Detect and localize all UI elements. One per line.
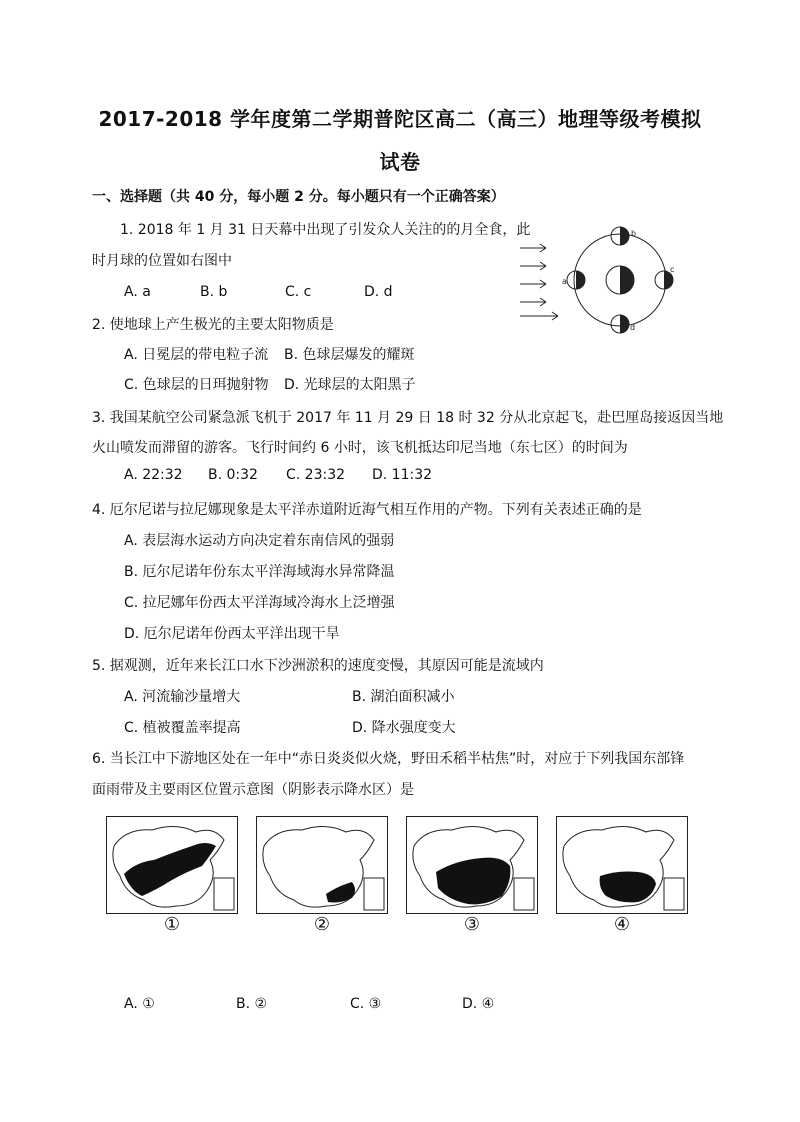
- q1-option-c: C. c: [285, 284, 312, 300]
- map-label-1: ①: [163, 914, 181, 935]
- section-heading: 一、选择题（共 40 分，每小题 2 分。每小题只有一个正确答案）: [92, 189, 505, 205]
- q6-option-c: C. ③: [350, 996, 382, 1012]
- question-6-line-2: 面雨带及主要雨区位置示意图（阴影表示降水区）是: [92, 782, 414, 798]
- q4-option-a: A. 表层海水运动方向决定着东南信风的强弱: [124, 533, 395, 549]
- question-3-line-1: 3. 我国某航空公司紧急派飞机于 2017 年 11 月 29 日 18 时 32 分从北京起飞，赴巴厘岛接返因当地: [92, 410, 724, 426]
- q3-option-a: A. 22:32: [124, 467, 183, 483]
- moon-orbit-diagram: [518, 226, 678, 334]
- q5-option-a: A. 河流输沙量增大: [124, 689, 241, 705]
- q2-option-d: D. 光球层的太阳黑子: [284, 377, 416, 393]
- question-3-line-2: 火山喷发而滞留的游客。飞行时间约 6 小时，该飞机抵达印尼当地（东七区）的时间为: [92, 440, 628, 456]
- q6-option-d: D. ④: [462, 996, 495, 1012]
- q2-option-a: A. 日冕层的带电粒子流: [124, 347, 269, 363]
- question-1-line-1: 1. 2018 年 1 月 31 日天幕中出现了引发众人关注的的月全食，此: [120, 222, 531, 238]
- q6-option-a: A. ①: [124, 996, 155, 1012]
- q4-option-b: B. 厄尔尼诺年份东太平洋海域海水异常降温: [124, 564, 395, 580]
- question-1-line-2: 时月球的位置如右图中: [92, 253, 232, 269]
- question-4: 4. 厄尔尼诺与拉尼娜现象是太平洋赤道附近海气相互作用的产物。下列有关表述正确的是: [92, 502, 642, 518]
- q1-option-a: A. a: [124, 284, 151, 300]
- label-c: c: [670, 265, 675, 274]
- label-a: a: [562, 277, 567, 286]
- page-title-continued: 试卷: [379, 150, 421, 174]
- q5-option-c: C. 植被覆盖率提高: [124, 720, 241, 736]
- label-d: d: [630, 323, 636, 332]
- q3-option-b: B. 0:32: [208, 467, 258, 483]
- q3-option-d: D. 11:32: [372, 467, 433, 483]
- map-label-3: ③: [463, 914, 481, 935]
- label-b: b: [631, 229, 637, 238]
- question-5: 5. 据观测，近年来长江口水下沙洲淤积的速度变慢，其原因可能是流域内: [92, 658, 544, 674]
- q2-option-c: C. 色球层的日珥抛射物: [124, 377, 269, 393]
- q6-option-b: B. ②: [236, 996, 268, 1012]
- q1-option-d: D. d: [364, 284, 393, 300]
- map-label-2: ②: [313, 914, 331, 935]
- q4-option-c: C. 拉尼娜年份西太平洋海域冷海水上泛增强: [124, 595, 395, 611]
- q5-option-d: D. 降水强度变大: [352, 720, 456, 736]
- rain-belt-map-4: [556, 816, 688, 914]
- q5-option-b: B. 湖泊面积减小: [352, 689, 455, 705]
- q1-option-b: B. b: [200, 284, 228, 300]
- question-6-line-1: 6. 当长江中下游地区处在一年中“赤日炎炎似火烧，野田禾稻半枯焦”时，对应于下列我国东部锋: [92, 751, 685, 767]
- q2-option-b: B. 色球层爆发的耀斑: [284, 347, 415, 363]
- page-title: 2017-2018 学年度第二学期普陀区高二（高三）地理等级考模拟: [98, 107, 702, 131]
- map-label-4: ④: [613, 914, 631, 935]
- rain-belt-map-1: [106, 816, 238, 914]
- q4-option-d: D. 厄尔尼诺年份西太平洋出现干旱: [124, 626, 340, 642]
- q3-option-c: C. 23:32: [286, 467, 346, 483]
- rain-belt-map-3: [406, 816, 538, 914]
- question-2: 2. 使地球上产生极光的主要太阳物质是: [92, 317, 334, 333]
- rain-belt-map-2: [256, 816, 388, 914]
